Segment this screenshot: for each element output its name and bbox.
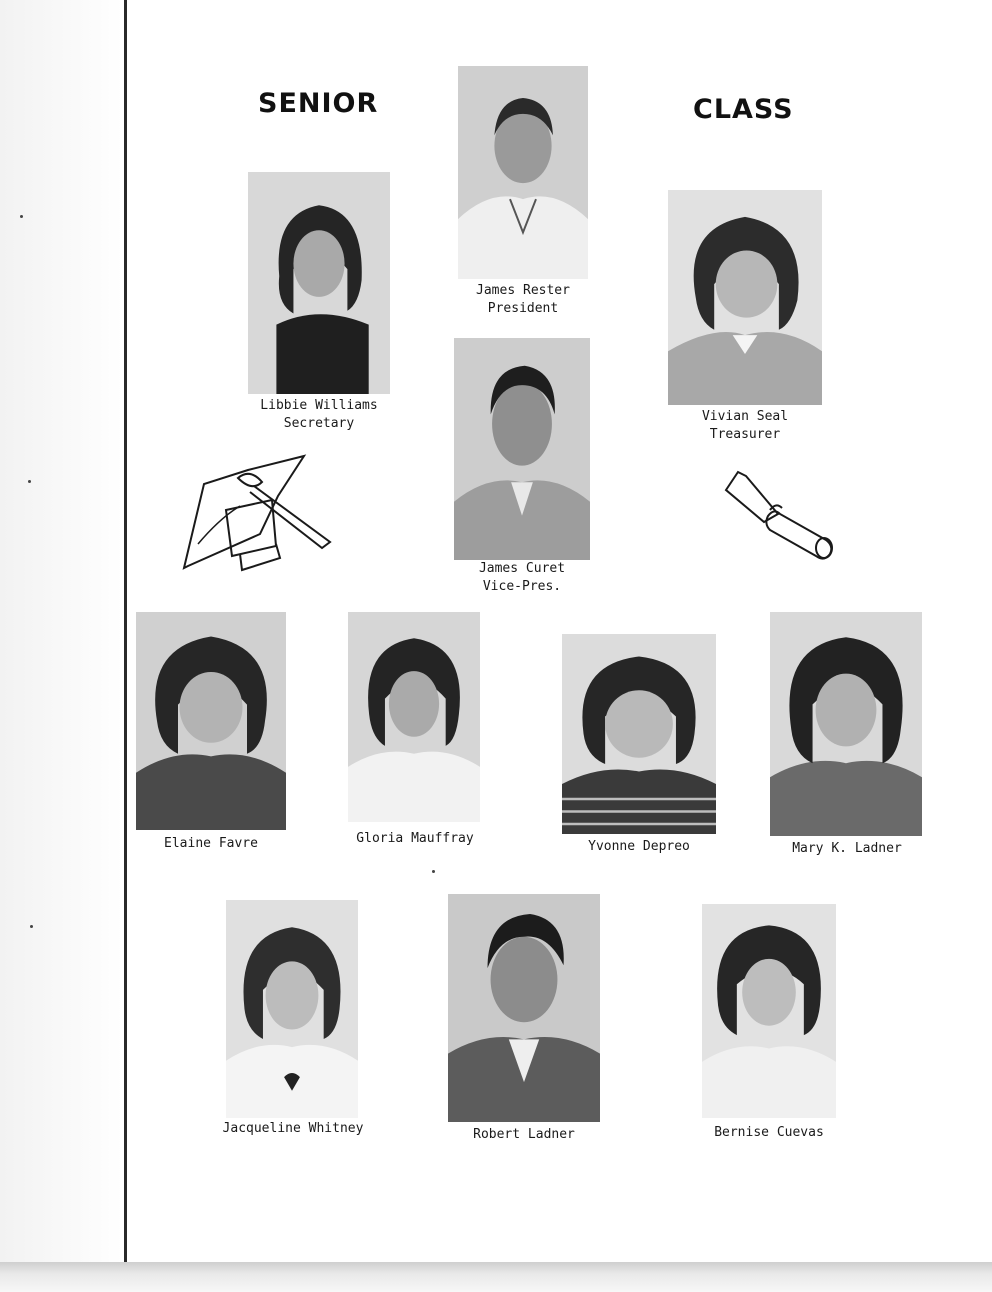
caption-member <box>439 1126 609 1144</box>
portrait-photo <box>248 172 390 394</box>
binding-edge <box>124 0 127 1262</box>
caption-member <box>684 1124 854 1142</box>
name-label: Bernise Cuevas <box>714 1125 824 1140</box>
portrait-photo <box>454 338 590 560</box>
name-label: James Rester <box>476 283 570 298</box>
portrait-photo <box>458 66 588 279</box>
name-label: Mary K. Ladner <box>792 841 902 856</box>
portrait-photo <box>136 612 286 830</box>
portrait-photo <box>562 634 716 834</box>
caption-secretary <box>228 397 410 433</box>
caption-member <box>196 1120 390 1138</box>
title-label: President <box>487 301 559 316</box>
caption-treasurer <box>650 408 840 444</box>
heading-senior: SENIOR <box>258 88 379 119</box>
title-label: Vice-Pres. <box>482 579 562 594</box>
name-label: Yvonne Depreo <box>588 839 690 854</box>
page-margin <box>0 0 124 1292</box>
caption-member <box>330 830 500 848</box>
name-label: Libbie Williams <box>260 398 378 413</box>
scan-speck <box>20 215 23 218</box>
title-label: Treasurer <box>709 427 781 442</box>
scan-speck <box>432 870 435 873</box>
caption-member <box>762 840 932 858</box>
scan-speck <box>30 925 33 928</box>
diploma-scroll-icon <box>718 468 844 568</box>
name-label: Vivian Seal <box>701 409 789 424</box>
graduation-cap-icon <box>180 448 340 578</box>
name-label: Jacqueline Whitney <box>222 1121 364 1136</box>
portrait-photo <box>770 612 922 836</box>
portrait-photo <box>348 612 480 822</box>
title-label: Secretary <box>283 416 355 431</box>
caption-member <box>549 838 729 856</box>
name-label: James Curet <box>478 561 566 576</box>
scan-speck <box>28 480 31 483</box>
heading-class: CLASS <box>693 94 794 125</box>
name-label: Robert Ladner <box>473 1127 575 1142</box>
caption-president <box>438 282 608 318</box>
portrait-photo <box>702 904 836 1118</box>
scan-bottom-edge <box>0 1262 992 1292</box>
portrait-photo <box>448 894 600 1122</box>
name-label: Gloria Mauffray <box>356 831 474 846</box>
caption-vice-president <box>434 560 610 596</box>
portrait-photo <box>668 190 822 405</box>
portrait-photo <box>226 900 358 1118</box>
name-label: Elaine Favre <box>164 836 258 851</box>
caption-member <box>126 835 296 853</box>
